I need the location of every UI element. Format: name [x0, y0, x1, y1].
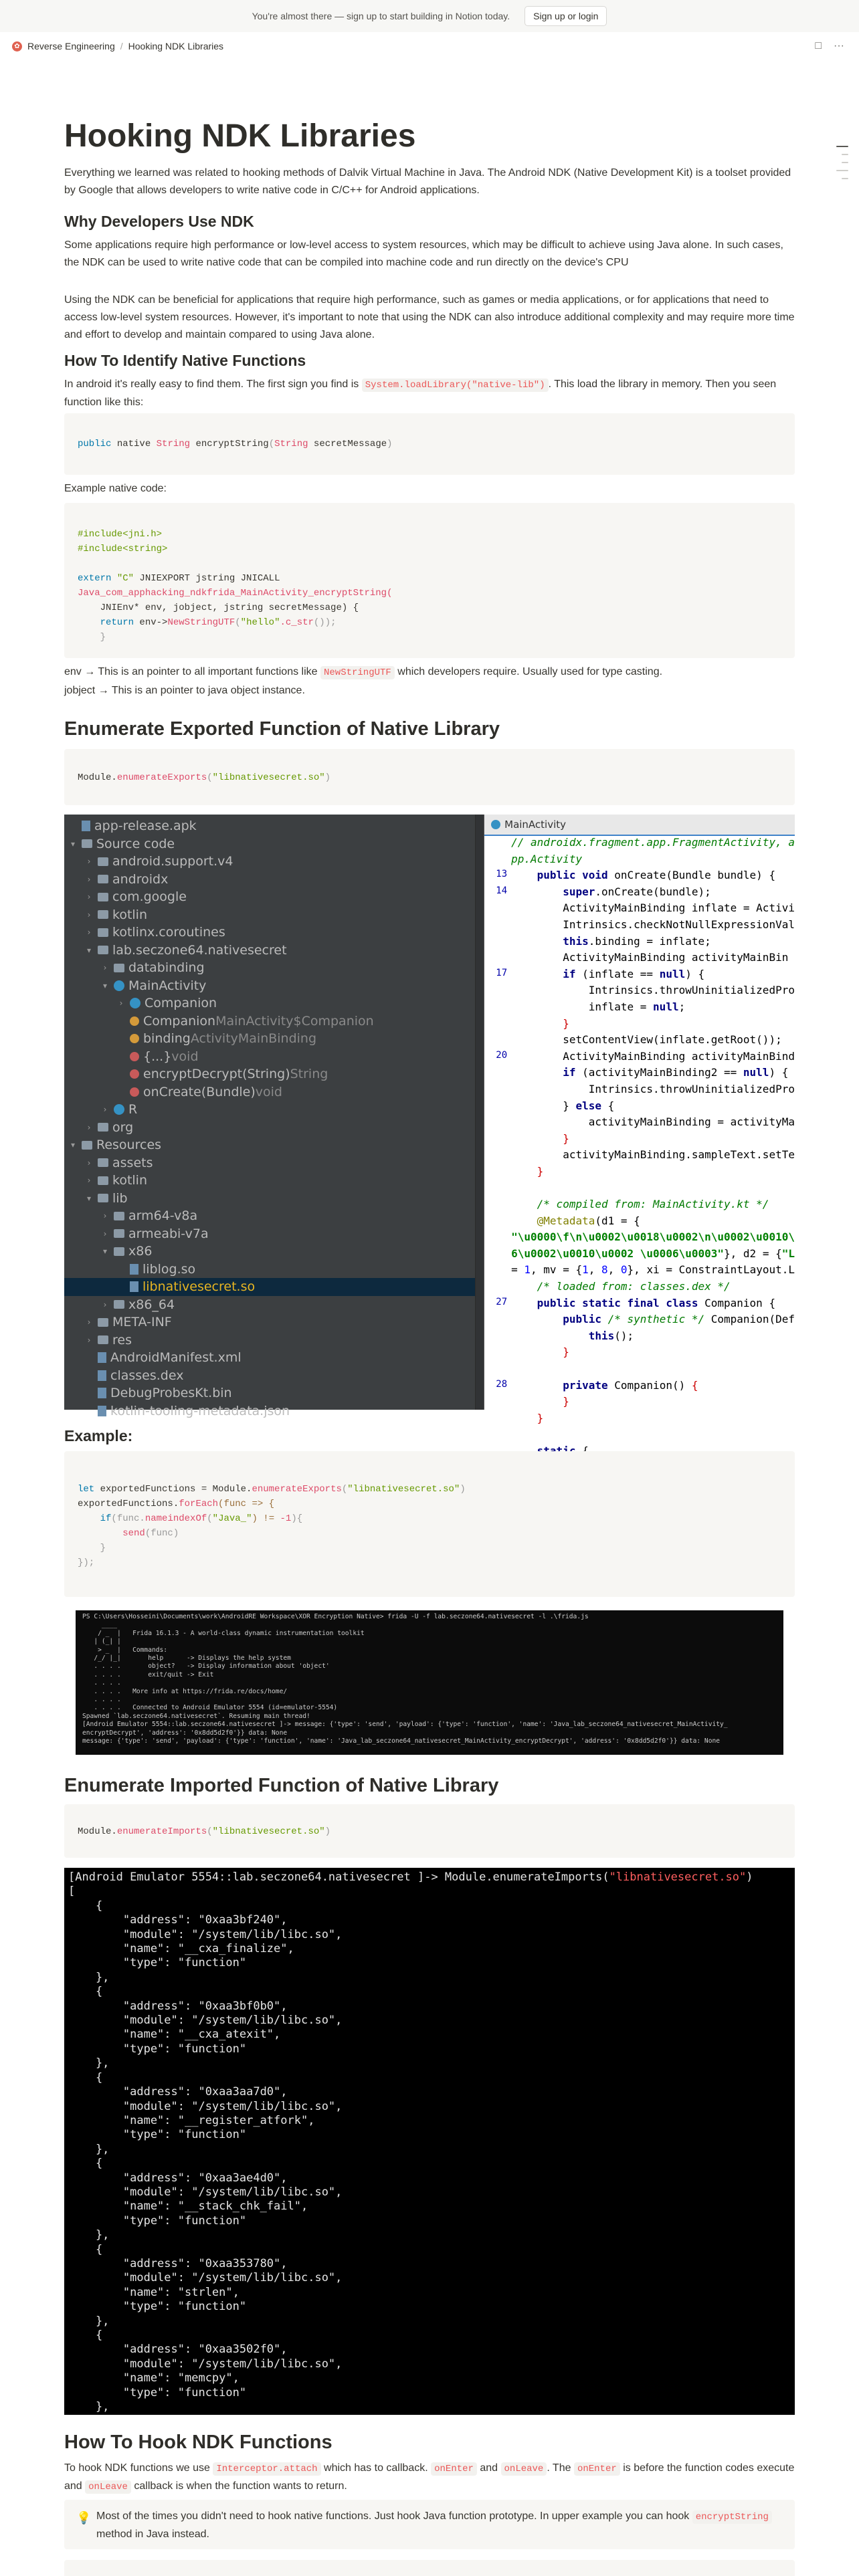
code-line: ActivityMainBinding inflate = Activi: [484, 901, 795, 918]
code-line: Intrinsics.checkNotNullExpressionVal: [484, 918, 795, 935]
identify-heading: How To Identify Native Functions: [64, 352, 306, 369]
code-line: } else {: [484, 1099, 795, 1116]
tree-item[interactable]: [64, 1225, 475, 1243]
file-icon: [98, 1352, 106, 1363]
folder-icon: [82, 839, 92, 848]
example-heading: Example:: [64, 1427, 133, 1444]
breadcrumb-hooking-ndk[interactable]: Hooking NDK Libraries: [128, 41, 224, 51]
class-icon: [491, 820, 500, 829]
code-line: }: [484, 1017, 795, 1034]
tree-item[interactable]: [64, 853, 475, 871]
example-native-label: Example native code:: [64, 483, 167, 494]
tree-item[interactable]: [64, 1384, 475, 1402]
tree-item[interactable]: [64, 888, 475, 906]
identify-paragraph: In android it's really easy to find them. The first sign you find is System.loadLibrary("native-lib") . This load the library in memory. Then you seen function like this:: [64, 379, 777, 408]
lightbulb-icon: 💡: [76, 2511, 92, 2525]
chevron-icon[interactable]: ›: [103, 1211, 107, 1221]
line-number: [484, 1412, 511, 1428]
code-line: @Metadata(d1 = {: [484, 1214, 795, 1231]
chevron-icon[interactable]: ▾: [86, 1193, 92, 1203]
folder-icon: [114, 1229, 124, 1238]
tree-item[interactable]: [64, 1136, 475, 1154]
line-number: [484, 1230, 511, 1247]
tree-item[interactable]: [64, 1172, 475, 1190]
file-icon: [130, 1281, 138, 1292]
code-line: 28 private Companion() {: [484, 1379, 795, 1396]
line-number: 28: [496, 1378, 508, 1390]
imported-heading: Enumerate Imported Function of Native Library: [64, 1775, 499, 1796]
code-block-native-signature: public native String encryptString(String secretMessage): [64, 413, 795, 475]
code-line: ActivityMainBinding activityMainBin: [484, 951, 795, 968]
signup-login-button[interactable]: Sign up or login: [524, 6, 607, 26]
why-ndk-paragraph-2: Using the NDK can be beneficial for applications that require high performance, such as games or media applications, or for applications that need to access low-level system resources. However, it's important to note that using the NDK can also introduce additional complexity and may require more time and effort to develop and maintain compared to using Java alone.: [64, 294, 795, 340]
tree-item-label: app-release.apk: [94, 819, 197, 834]
chevron-icon[interactable]: ›: [87, 1317, 91, 1327]
code-line: inflate = null;: [484, 1000, 795, 1017]
chevron-icon[interactable]: ›: [103, 963, 107, 973]
tree-item[interactable]: [64, 1402, 475, 1420]
tree-item[interactable]: [64, 817, 475, 835]
code-line: this();: [484, 1329, 795, 1346]
line-number: 17: [496, 967, 508, 978]
line-number: [484, 1132, 511, 1149]
chevron-icon[interactable]: ▾: [102, 980, 108, 990]
chevron-icon[interactable]: ›: [87, 928, 91, 938]
tree-item-label: assets: [112, 1155, 153, 1170]
line-number: [484, 901, 511, 918]
breadcrumb-separator: /: [120, 41, 123, 51]
imports-terminal-output: [Android Emulator 5554::lab.seczone64.nativesecret ]-> Module.enumerateImports("libnativesecret.so") [ { "address": "0xaa3bf240", "module": "/system/lib/libc.so", "name": "__cxa_finalize", "type": "function" }, { "address": "0xaa3bf0b0", "module": "/system/lib/libc.so", "name": "__cxa_atexit", "type": "function" }, { "address": "0xaa3aa7d0", "module": "/system/lib/libc.so", "name": "__register_atfork", "type": "function" }, { "address": "0xaa3ae4d0", "module": "/system/lib/libc.so", "name": "__stack_chk_fail", "type": "function" }, { "address": "0xaa353780", "module": "/system/lib/libc.so", "name": "strlen", "type": "function" }, { "address": "0xaa3502f0", "module": "/system/lib/libc.so", "name": "memcpy", "type": "function" },: [64, 1868, 795, 2415]
folder-icon: [114, 1300, 124, 1309]
tree-item-type: String: [290, 1067, 328, 1082]
chevron-icon[interactable]: ›: [87, 857, 91, 867]
tree-item-label: lab.seczone64.nativesecret: [112, 942, 287, 958]
code-block-enumerate-imports: Module.enumerateImports("libnativesecret.so"): [64, 1804, 795, 1858]
tree-item-label: lib: [112, 1190, 128, 1206]
code-line: 6\u0002\u0010\u0002 \u0006\u0003"}, d2 = {"L: [484, 1247, 795, 1264]
folder-icon: [114, 1247, 124, 1256]
line-number: 20: [496, 1049, 508, 1061]
folder-icon: [98, 928, 108, 937]
line-number: [484, 935, 511, 952]
file-icon: [98, 1388, 106, 1398]
line-number: [484, 1313, 511, 1329]
tree-item-label: Source code: [96, 836, 175, 851]
tree-item-type: ActivityMainBinding: [190, 1031, 317, 1047]
tree-item-label: encryptDecrypt(String): [143, 1067, 290, 1082]
code-line: this.binding = inflate;: [484, 935, 795, 952]
code-line: /* loaded from: classes.dex */: [484, 1280, 795, 1297]
field-icon: [130, 1016, 139, 1026]
code-line: 13 public void onCreate(Bundle bundle) {: [484, 869, 795, 885]
tree-item[interactable]: [64, 1190, 475, 1208]
tree-item-label: x86_64: [128, 1297, 175, 1312]
jadx-screenshot: [64, 815, 795, 1424]
tree-item-label: Resources: [96, 1138, 162, 1153]
chevron-icon[interactable]: ›: [103, 1299, 107, 1309]
tree-item-label: com.google: [112, 889, 187, 905]
tree-item[interactable]: [64, 835, 475, 853]
line-number: [484, 1033, 511, 1050]
tree-item[interactable]: [64, 1083, 475, 1101]
code-line: }: [484, 1132, 795, 1149]
chevron-icon[interactable]: ▾: [70, 1140, 76, 1150]
line-number: [484, 1247, 511, 1264]
code-line: }: [484, 1165, 795, 1182]
code-block-enumerate-exports: Module.enumerateExports("libnativesecret.so"): [64, 749, 795, 805]
breadcrumb-reverse-engineering[interactable]: Reverse Engineering: [27, 41, 115, 51]
folder-icon: [98, 946, 108, 954]
tree-item[interactable]: [64, 1207, 475, 1225]
code-line: 14 super.onCreate(bundle);: [484, 885, 795, 902]
line-number: [484, 1066, 511, 1083]
line-number: [484, 1148, 511, 1165]
tree-item-label: arm64-v8a: [128, 1208, 198, 1224]
code-line: Intrinsics.throwUninitializedPro: [484, 984, 795, 1000]
code-line: // androidx.fragment.app.FragmentActivity, a: [484, 836, 795, 853]
folder-icon: [98, 1176, 108, 1185]
code-line: }: [484, 1395, 795, 1412]
line-number: [484, 1017, 511, 1034]
tree-item-label: org: [112, 1119, 134, 1135]
tree-item-label: MainActivity: [128, 978, 207, 993]
code-block-example-js: let exportedFunctions = Module.enumerateExports("libnativesecret.so") exportedFunctions.forEach(func => { if(func.nameindexOf("Java_") != -1){ send(func) } });: [64, 1451, 795, 1597]
chevron-icon[interactable]: ›: [103, 1228, 107, 1239]
class-icon: [114, 1104, 124, 1115]
tree-item[interactable]: [64, 1367, 475, 1385]
tree-item[interactable]: [64, 1119, 475, 1137]
line-number: [484, 1346, 511, 1362]
tree-item[interactable]: [64, 1243, 475, 1261]
chevron-icon[interactable]: ›: [87, 1158, 91, 1168]
line-number: [484, 1181, 511, 1198]
line-number: [484, 836, 511, 853]
why-ndk-heading: Why Developers Use NDK: [64, 213, 254, 230]
code-line: 27 public static final class Companion {: [484, 1297, 795, 1313]
intro-paragraph: Everything we learned was related to hooking methods of Dalvik Virtual Machine in Java. The Android NDK (Native Development Kit) is a toolset provided by Google that allows developers to write native code in C/C++ for Android applications.: [64, 167, 791, 196]
tree-item-label: x86: [128, 1244, 153, 1259]
tree-item-label: onCreate(Bundle): [143, 1084, 256, 1099]
tree-item[interactable]: [64, 871, 475, 889]
tree-item-type: void: [171, 1049, 199, 1064]
chevron-icon[interactable]: ›: [87, 874, 91, 884]
tree-item-label: libnativesecret.so: [142, 1279, 256, 1295]
tree-item-label: res: [112, 1332, 132, 1348]
tree-item-label: R: [128, 1102, 138, 1117]
chevron-icon[interactable]: ›: [87, 892, 91, 902]
tree-item[interactable]: [64, 1278, 475, 1296]
why-ndk-paragraph-1: Some applications require high performance or low-level access to system resources, which may be difficult to achieve using Java alone. In such cases, the NDK can be used to write native code that can be compiled into machine code and run directly on the device's CPU: [64, 239, 783, 268]
code-line: pp.Activity: [484, 853, 795, 869]
hook-heading: How To Hook NDK Functions: [64, 2432, 332, 2453]
code-line: setContentView(inflate.getRoot());: [484, 1033, 795, 1050]
tip-callout: 💡 Most of the times you didn't need to hook native functions. Just hook Java function prototype. In upper example you can hook encryptString method in Java instead.: [64, 2500, 795, 2549]
chevron-icon[interactable]: ›: [87, 1176, 91, 1186]
line-number: [484, 1280, 511, 1297]
chevron-icon[interactable]: ›: [87, 909, 91, 920]
tree-item-label: liblog.so: [142, 1261, 196, 1277]
method-icon: [130, 1069, 139, 1079]
env-paragraph: env → This is an pointer to all important functions like NewStringUTF which developers require. Usually used for type casting.: [64, 666, 663, 678]
folder-icon: [98, 857, 108, 866]
line-number: 14: [496, 885, 508, 896]
code-line: "\u0000\f\n\u0002\u0018\u0002\n\u0002\u0010\: [484, 1230, 795, 1247]
tree-item[interactable]: [64, 1349, 475, 1367]
tree-item[interactable]: [64, 942, 475, 960]
tree-item[interactable]: [64, 1331, 475, 1350]
tree-item-label: armeabi-v7a: [128, 1226, 209, 1241]
tree-item-label: kotlin: [112, 1173, 147, 1188]
file-icon: [98, 1370, 106, 1381]
project-tree: [64, 815, 475, 1418]
signup-banner: [0, 0, 859, 32]
code-block-continued: [64, 2560, 795, 2576]
code-line: }: [484, 1346, 795, 1362]
tree-item-label: AndroidManifest.xml: [110, 1350, 242, 1366]
class-icon: [114, 980, 124, 991]
line-number: [484, 984, 511, 1000]
chevron-icon[interactable]: ›: [103, 1105, 107, 1115]
line-number: [484, 1115, 511, 1132]
tree-item-label: androidx: [112, 871, 169, 887]
banner-text: You're almost there — sign up to start building in Notion today.: [252, 11, 510, 21]
tree-item-label: android.support.v4: [112, 854, 233, 869]
folder-icon: [98, 893, 108, 901]
tree-item[interactable]: [64, 924, 475, 942]
table-of-contents-indicator[interactable]: [836, 146, 848, 186]
code-line: /* compiled from: MainActivity.kt */: [484, 1198, 795, 1214]
tree-item[interactable]: [64, 1313, 475, 1331]
code-line: }: [484, 1412, 795, 1428]
folder-icon: [98, 910, 108, 919]
tree-item[interactable]: [64, 1261, 475, 1279]
tree-item-label: Companion: [143, 1013, 216, 1029]
editor-tab[interactable]: MainActivity: [484, 815, 795, 836]
tree-item[interactable]: [64, 1048, 475, 1066]
chevron-icon[interactable]: ›: [87, 1122, 91, 1132]
chevron-icon[interactable]: ▾: [102, 1247, 108, 1257]
line-number: [484, 1083, 511, 1099]
code-line: if (activityMainBinding2 == null) {: [484, 1066, 795, 1083]
folder-icon: [98, 1123, 108, 1132]
chevron-icon[interactable]: ▾: [86, 945, 92, 955]
tree-item-label: DebugProbesKt.bin: [110, 1386, 232, 1401]
line-number: [484, 1000, 511, 1017]
line-number: [484, 1428, 511, 1444]
tree-item-label: binding: [143, 1031, 191, 1047]
file-icon: [98, 1406, 106, 1416]
line-number: [484, 1395, 511, 1412]
line-number: [484, 1214, 511, 1231]
line-number: [484, 1362, 511, 1379]
tree-item-label: Companion: [145, 996, 217, 1011]
comment-icon[interactable]: □: [815, 40, 822, 51]
folder-icon: [98, 1335, 108, 1344]
code-line: [484, 1362, 795, 1379]
page-title: Hooking NDK Libraries: [64, 118, 416, 154]
tree-item-type: MainActivity$Companion: [215, 1013, 374, 1029]
file-icon: [130, 1264, 138, 1275]
frida-terminal-output: PS C:\Users\Hosseini\Documents\work\AndroidRE Workspace\XOR Encryption Native> frida -U -f lab.seczone64.nativesecret -l .\frida.js ____ / _ | Frida 16.1.3 - A world-class dynamic instrumentation toolkit | (_| | > _ | Commands: /_/ |_| help -> Displays the help system . . . . object? -> Display information about 'object' . . . . exit/quit -> Exit . . . . . . . . More info at https://frida.re/docs/home/ . . . . . . . . Connected to Android Emulator 5554 (id=emulator-5554) Spawned `lab.seczone64.nativesecret`. Resuming main thread! [Android Emulator 5554::lab.seczone64.nativesecret ]-> message: {'type': 'send', 'payload': {'type': 'function', 'name': 'Java_lab_seczone64_nativesecret_MainActivity_ encryptDecrypt', 'address': '0x8dd5d2f0'}} data: None message: {'type': 'send', 'payload': {'type': 'function', 'name': 'Java_lab_seczone64_nativesecret_MainActivity_encryptDecrypt', 'address': '0x8dd5d2f0'}} data: None: [76, 1610, 783, 1755]
method-icon: [130, 1052, 139, 1061]
tree-item-label: {...}: [143, 1049, 172, 1064]
inline-code: System.loadLibrary("native-lib"): [362, 379, 549, 392]
file-icon: [82, 821, 90, 831]
chevron-icon[interactable]: ▾: [70, 839, 76, 849]
code-line: public /* synthetic */ Companion(Def: [484, 1313, 795, 1329]
line-number: [484, 951, 511, 968]
tree-item[interactable]: [64, 1065, 475, 1083]
folder-icon: [98, 1158, 108, 1167]
folder-icon: [98, 1318, 108, 1327]
code-line: [484, 1181, 795, 1198]
line-number: 13: [496, 869, 508, 880]
code-line: Intrinsics.throwUninitializedPro: [484, 1083, 795, 1099]
breadcrumb: [12, 41, 223, 51]
hook-paragraph: To hook NDK functions we use Interceptor.attach which has to callback. onEnter and onLeave . The onEnter is before the function codes execute and onLeave callback is when the function wants to return.: [64, 2462, 795, 2492]
code-line: activityMainBinding.sampleText.setTe: [484, 1148, 795, 1165]
tree-item-label: classes.dex: [110, 1368, 184, 1383]
code-line: = 1, mv = {1, 8, 0}, xi = ConstraintLayout.L: [484, 1263, 795, 1280]
line-number: [484, 1329, 511, 1346]
folder-icon: [98, 1194, 108, 1202]
notion-app-icon: ✿: [12, 41, 22, 51]
tree-item-label: kotlinx.coroutines: [112, 925, 225, 940]
tree-item[interactable]: [64, 994, 475, 1012]
tree-item[interactable]: [64, 906, 475, 924]
folder-icon: [114, 1212, 124, 1220]
method-icon: [130, 1087, 139, 1097]
tree-item-label: databinding: [128, 960, 205, 976]
code-editor: [484, 815, 795, 1424]
line-number: 27: [496, 1296, 508, 1307]
tree-item[interactable]: [64, 1154, 475, 1172]
folder-icon: [98, 875, 108, 883]
folder-icon: [82, 1141, 92, 1150]
tree-item-label: META-INF: [112, 1315, 172, 1330]
tree-item[interactable]: [64, 959, 475, 977]
jobject-paragraph: jobject → This is an pointer to java object instance.: [64, 685, 305, 696]
tree-item[interactable]: [64, 1101, 475, 1119]
code-line: 17 if (inflate == null) {: [484, 968, 795, 984]
chevron-icon[interactable]: ›: [119, 998, 123, 1008]
class-icon: [130, 998, 140, 1008]
line-number: [484, 1198, 511, 1214]
tree-item[interactable]: [64, 1296, 475, 1314]
field-icon: [130, 1034, 139, 1043]
exported-heading: Enumerate Exported Function of Native Library: [64, 718, 500, 740]
code-line: [484, 1428, 795, 1444]
line-number: [484, 853, 511, 869]
line-number: [484, 918, 511, 935]
code-line: activityMainBinding = activityMa: [484, 1115, 795, 1132]
tree-item[interactable]: [64, 1030, 475, 1048]
tree-item-label: kotlin: [112, 907, 147, 922]
top-navigation: [0, 36, 859, 56]
code-block-native-example: #include<jni.h> #include<string> extern "C" JNIEXPORT jstring JNICALL Java_com_apphacking_ndkfrida_MainActivity_encryptString( JNIEnv* env, jobject, jstring secretMessage) { return env->NewStringUTF("hello".c_str()); }: [64, 503, 795, 658]
folder-icon: [114, 964, 124, 972]
line-number: [484, 1165, 511, 1182]
tree-item-label: kotlin-tooling-metadata.json: [110, 1403, 290, 1418]
tree-item[interactable]: [64, 1012, 475, 1031]
tree-item[interactable]: [64, 977, 475, 995]
tree-item-type: void: [255, 1084, 282, 1099]
panel-splitter[interactable]: [475, 815, 484, 1410]
line-number: [484, 1099, 511, 1116]
more-dots-icon[interactable]: ···: [834, 40, 844, 51]
chevron-icon[interactable]: ›: [87, 1335, 91, 1345]
line-number: [484, 1263, 511, 1280]
code-line: 20 ActivityMainBinding activityMainBind: [484, 1050, 795, 1067]
